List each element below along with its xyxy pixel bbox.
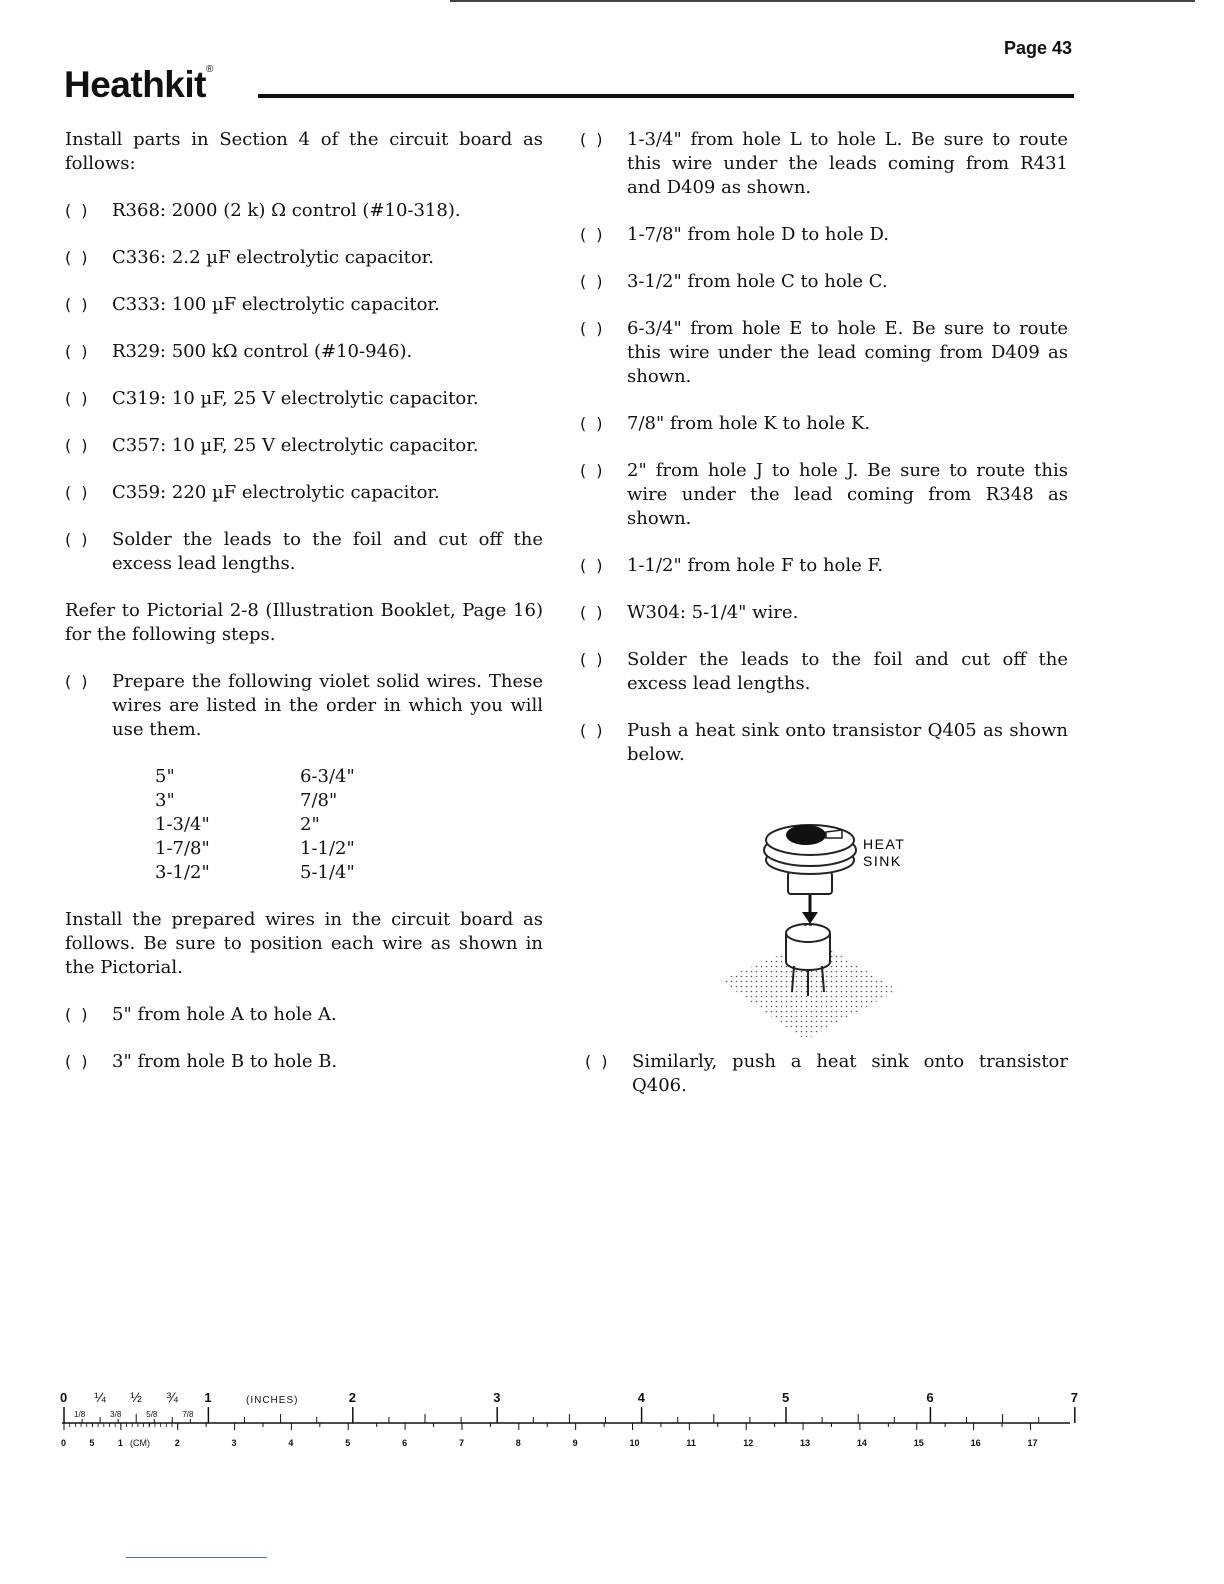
checkbox[interactable]: ()	[580, 556, 613, 575]
checklist-item	[580, 128, 1068, 200]
inch-fraction: ¼	[94, 1389, 106, 1405]
small-fraction: 5/8	[146, 1410, 158, 1419]
heat-sink-illustration	[580, 790, 1068, 1040]
left-column	[65, 128, 543, 1097]
checklist-item	[580, 459, 1068, 531]
checklist-item	[65, 199, 543, 223]
cm-number: 16	[970, 1438, 981, 1448]
checklist-item	[580, 554, 1068, 578]
wire-length: 5-1/4"	[300, 862, 355, 883]
fraction-labels	[74, 1389, 194, 1419]
cm-number: 3	[231, 1438, 237, 1448]
cm-number: 5	[345, 1438, 351, 1448]
checklist-item	[580, 412, 1068, 436]
checkbox[interactable]: ()	[65, 1052, 98, 1071]
wire-length: 3"	[155, 790, 175, 811]
checklist-item	[65, 1003, 543, 1027]
checkbox[interactable]: ()	[65, 483, 98, 502]
checklist-item	[585, 1050, 1068, 1098]
checklist-item	[580, 601, 1068, 625]
step-text: Solder the leads to the foil and cut off the excess lead lengths.	[627, 649, 1068, 694]
step-text: 1-1/2" from hole F to hole F.	[627, 555, 883, 576]
transistor-body	[786, 924, 830, 942]
top-border-line	[450, 0, 1195, 2]
brand-name: Heathkit	[64, 64, 206, 105]
checkbox[interactable]: ()	[65, 436, 98, 455]
checklist-item	[65, 670, 543, 742]
cm-number: 4	[288, 1438, 294, 1448]
inch-number-labels	[60, 1390, 1078, 1405]
inch-number: 7	[1070, 1390, 1078, 1405]
cm-number: 10	[629, 1438, 640, 1448]
step-text: 3-1/2" from hole C to hole C.	[627, 271, 888, 292]
cm-number: 11	[686, 1438, 696, 1448]
cm-number: 13	[800, 1438, 811, 1448]
wire-length: 6-3/4"	[300, 766, 355, 787]
cm-number: 0	[61, 1438, 67, 1448]
inch-number: 4	[637, 1390, 645, 1405]
refer-note: Refer to Pictorial 2-8 (Illustration Booklet, Page 16) for the following steps.	[65, 600, 543, 645]
cm-number-labels	[61, 1438, 1037, 1448]
checklist-item	[65, 387, 543, 411]
step-text: C359: 220 µF electrolytic capacitor.	[112, 482, 440, 503]
checkbox[interactable]: ()	[65, 295, 98, 314]
inch-number: 6	[926, 1390, 934, 1405]
ruler-ticks	[64, 1407, 1075, 1430]
checkbox[interactable]: ()	[65, 1005, 98, 1024]
heat-label: HEAT	[863, 836, 906, 852]
page-number: Page 43	[1004, 38, 1073, 58]
inch-number: 1	[204, 1390, 212, 1405]
cm-number: 9	[572, 1438, 578, 1448]
inch-number: 5	[782, 1390, 790, 1405]
checkbox[interactable]: ()	[65, 672, 98, 691]
down-arrow-icon	[802, 912, 818, 924]
step-text: 7/8" from hole K to hole K.	[627, 413, 871, 434]
small-fraction: 7/8	[182, 1410, 194, 1419]
step-text: W304: 5-1/4" wire.	[627, 602, 799, 623]
checklist-item	[580, 223, 1068, 247]
checkbox[interactable]: ()	[580, 225, 613, 244]
cm-number: 1	[117, 1438, 123, 1448]
step-text: 1-3/4" from hole L to hole L. Be sure to route this wire under the leads coming from R431 and D409 as shown.	[627, 129, 1068, 198]
wire-length: 1-7/8"	[155, 838, 210, 859]
cm-number: 5	[89, 1438, 95, 1448]
checklist-item	[65, 434, 543, 458]
checklist-item	[65, 528, 543, 576]
cm-number: 6	[402, 1438, 408, 1448]
checkbox[interactable]: ()	[580, 272, 613, 291]
checklist-item	[65, 246, 543, 270]
cm-number: 2	[174, 1438, 180, 1448]
step-text: R368: 2000 (2 k) Ω control (#10-318).	[112, 200, 461, 221]
wire-length-table	[155, 765, 543, 885]
cm-number: 14	[856, 1438, 867, 1448]
step-text: C333: 100 µF electrolytic capacitor.	[112, 294, 440, 315]
small-fraction: 3/8	[110, 1410, 122, 1419]
wire-length: 1-3/4"	[155, 814, 210, 835]
measuring-ruler	[58, 1386, 1078, 1456]
inch-number: 0	[60, 1390, 68, 1405]
checklist-item	[65, 481, 543, 505]
wire-length: 3-1/2"	[155, 862, 210, 883]
step-text: Push a heat sink onto transistor Q405 as shown below.	[627, 720, 1068, 765]
checkbox[interactable]: ()	[580, 461, 613, 480]
inch-number: 3	[493, 1390, 501, 1405]
checkbox[interactable]: ()	[580, 603, 613, 622]
checkbox[interactable]: ()	[585, 1052, 618, 1071]
inch-number: 2	[348, 1390, 357, 1405]
cm-number: 12	[743, 1438, 754, 1448]
inch-fraction: ¾	[166, 1389, 178, 1405]
step-text: 5" from hole A to hole A.	[112, 1004, 337, 1025]
checkbox[interactable]: ()	[65, 389, 98, 408]
inch-fraction: ½	[130, 1389, 142, 1405]
checkbox[interactable]: ()	[580, 319, 613, 338]
checklist-item	[65, 293, 543, 317]
step-text: 2" from hole J to hole J. Be sure to route this wire under the lead coming from R348 as shown.	[627, 460, 1068, 529]
sink-label: SINK	[863, 853, 902, 869]
checkbox[interactable]: ()	[580, 130, 613, 149]
step-text: C357: 10 µF, 25 V electrolytic capacitor.	[112, 435, 479, 456]
checklist-item	[580, 719, 1068, 767]
step-text: R329: 500 kΩ control (#10-946).	[112, 341, 413, 362]
brand-logo	[64, 64, 213, 106]
step-text: Solder the leads to the foil and cut off the excess lead lengths.	[112, 529, 543, 574]
right-column	[580, 128, 1068, 1121]
small-fraction: 1/8	[74, 1410, 86, 1419]
cm-number: 15	[913, 1438, 924, 1448]
heat-sink-figure	[580, 790, 1068, 1040]
section-intro: Install parts in Section 4 of the circuit board as follows:	[65, 129, 543, 174]
checkbox[interactable]: ()	[580, 721, 613, 740]
step-text: 6-3/4" from hole E to hole E. Be sure to route this wire under the lead coming from D409 as shown.	[627, 318, 1068, 387]
step-text: 3" from hole B to hole B.	[112, 1051, 338, 1072]
decorative-blue-line	[126, 1557, 267, 1558]
wire-length: 1-1/2"	[300, 838, 355, 859]
cm-number: 7	[458, 1438, 464, 1448]
checkbox[interactable]: ()	[580, 650, 613, 669]
checklist-item	[65, 1050, 543, 1074]
checkbox[interactable]: ()	[65, 248, 98, 267]
checkbox[interactable]: ()	[65, 201, 98, 220]
header-rule	[258, 94, 1074, 98]
cm-label: (CM)	[130, 1438, 150, 1448]
checkbox[interactable]: ()	[65, 342, 98, 361]
checklist-item	[65, 340, 543, 364]
wire-length: 5"	[155, 766, 175, 787]
step-text: C319: 10 µF, 25 V electrolytic capacitor.	[112, 388, 479, 409]
registered-mark: ®	[205, 64, 213, 75]
wire-length: 2"	[300, 814, 320, 835]
step-text: C336: 2.2 µF electrolytic capacitor.	[112, 247, 435, 268]
cm-number: 17	[1027, 1438, 1038, 1448]
inches-label: (INCHES)	[246, 1395, 299, 1406]
step-text: Similarly, push a heat sink onto transistor Q406.	[632, 1051, 1068, 1096]
checklist-item	[580, 317, 1068, 389]
checklist-item	[580, 648, 1068, 696]
checklist-item	[580, 270, 1068, 294]
step-text: 1-7/8" from hole D to hole D.	[627, 224, 889, 245]
checkbox[interactable]: ()	[580, 414, 613, 433]
install-wires-note: Install the prepared wires in the circuit board as follows. Be sure to position each wire as shown in the Pictorial.	[65, 909, 543, 978]
checkbox[interactable]: ()	[65, 530, 98, 549]
cm-number: 8	[515, 1438, 521, 1448]
wire-length: 7/8"	[300, 790, 338, 811]
step-text: Prepare the following violet solid wires. These wires are listed in the order in which you will use them.	[112, 671, 543, 740]
